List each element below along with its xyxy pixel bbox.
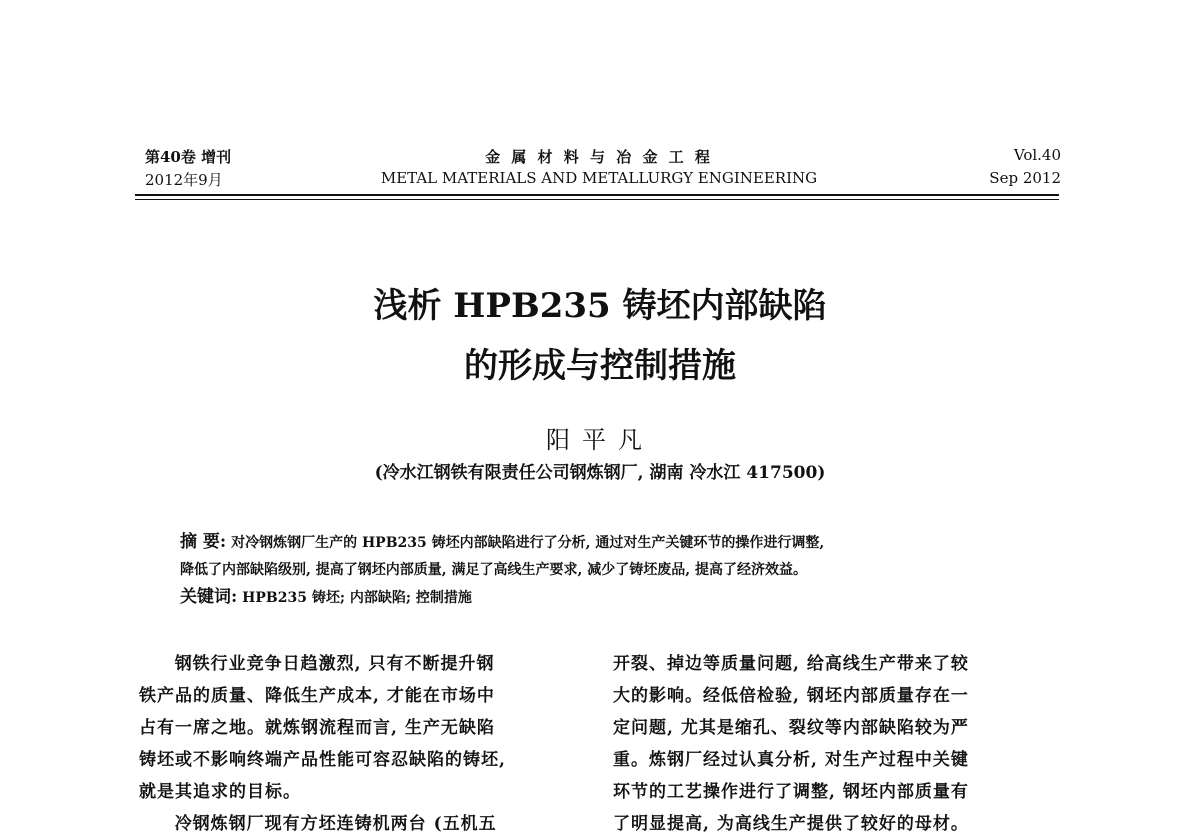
body-left-line-4: 铸坯或不影响终端产品性能可容忍缺陷的铸坯, bbox=[139, 750, 506, 770]
date-en: Sep 2012 bbox=[989, 169, 1061, 187]
volume-cn: 第40卷 增刊 bbox=[145, 148, 232, 166]
abstract-line-2: 降低了内部缺陷级别, 提高了钢坯内部质量, 满足了高线生产要求, 减少了铸坯废品, 提高了经济效益。 bbox=[180, 562, 807, 578]
body-right-line-2: 大的影响。经低倍检验, 钢坯内部质量存在一 bbox=[613, 686, 969, 706]
author-name: 阳平凡 bbox=[546, 426, 654, 454]
abstract bbox=[180, 529, 1050, 612]
body-right-line-6: 了明显提高, 为高线生产提供了较好的母材。 bbox=[613, 814, 969, 834]
date-cn: 2012年9月 bbox=[145, 171, 223, 189]
body-right-line-3: 定问题, 尤其是缩孔、裂纹等内部缺陷较为严 bbox=[613, 718, 969, 738]
journal-name-cn: 金 属 材 料 与 冶 金 工 程 bbox=[485, 148, 713, 166]
body-right-line-4: 重。炼钢厂经过认真分析, 对生产过程中关键 bbox=[613, 750, 969, 770]
body-right-line-5: 环节的工艺操作进行了调整, 钢坯内部质量有 bbox=[613, 782, 969, 802]
title-line-2: 的形成与控制措施 bbox=[464, 346, 736, 386]
abstract-label: 摘 要: bbox=[180, 532, 227, 552]
journal-name-en: METAL MATERIALS AND METALLURGY ENGINEERING bbox=[380, 169, 818, 187]
body-left-line-5: 就是其追求的目标。 bbox=[139, 782, 301, 802]
affiliation: (冷水江钢铁有限责任公司钢炼钢厂, 湖南 冷水江 417500) bbox=[374, 463, 826, 483]
body-left-line-3: 占有一席之地。就炼钢流程而言, 生产无缺陷 bbox=[139, 718, 495, 738]
body-right-line-1: 开裂、掉边等质量问题, 给高线生产带来了较 bbox=[613, 654, 969, 674]
body-column-left bbox=[139, 648, 576, 840]
body-column-right bbox=[613, 648, 1050, 840]
abstract-line-1: 对冷钢炼钢厂生产的 HPB235 铸坯内部缺陷进行了分析, 通过对生产关键环节的操作进行调整, bbox=[231, 535, 825, 551]
header-rule-thick bbox=[135, 194, 1059, 196]
keywords-text: HPB235 铸坯; 内部缺陷; 控制措施 bbox=[242, 590, 472, 606]
body-left-line-2: 铁产品的质量、降低生产成本, 才能在市场中 bbox=[139, 686, 495, 706]
keywords-label: 关键词: bbox=[180, 587, 238, 607]
body-left-line-6: 冷钢炼钢厂现有方坯连铸机两台 (五机五 bbox=[174, 814, 497, 834]
body-left-line-1: 钢铁行业竞争日趋激烈, 只有不断提升钢 bbox=[174, 654, 495, 674]
title-line-1: 浅析 HPB235 铸坯内部缺陷 bbox=[373, 286, 827, 326]
volume-en: Vol.40 bbox=[1013, 146, 1061, 164]
journal-header bbox=[137, 146, 1061, 188]
header-rule-thin bbox=[135, 199, 1059, 200]
